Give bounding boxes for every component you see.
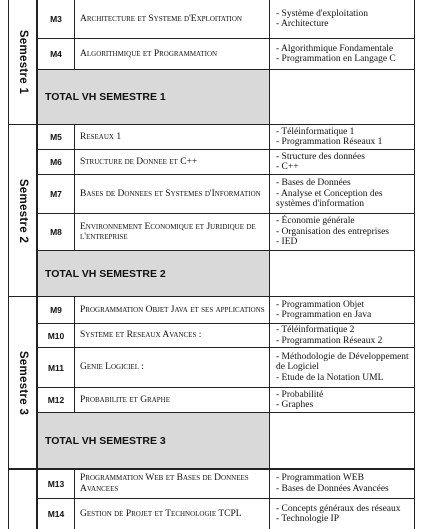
subject-item: - Programmation en Langage C: [276, 54, 396, 64]
semester-3-cell: [8, 297, 37, 469]
subject-item: - Programmation Réseaux 1: [276, 137, 383, 147]
semester-1-cell: [8, 0, 37, 125]
module-code: M3: [37, 0, 75, 38]
module-row-m3: [37, 0, 415, 39]
total-label: TOTAL VH SEMESTRE 3: [37, 413, 270, 468]
subject-item: - Organisation des entreprises: [276, 226, 390, 237]
module-subjects: [270, 39, 415, 69]
subject-item: - Programmation Réseaux 2: [276, 335, 383, 346]
subject-item: - Méthodologie de Développement de Logiciel: [276, 351, 409, 373]
module-code: M14: [37, 499, 75, 529]
module-subjects: [270, 0, 415, 38]
total-value-cell: [270, 70, 415, 124]
subject-item: - Algorithmique Fondamentale: [276, 43, 394, 54]
module-title: Structure de Donnee et C++: [75, 150, 270, 174]
module-subjects: [270, 469, 415, 498]
module-subjects: [270, 388, 415, 412]
subject-item: - Technologie IP: [276, 514, 340, 524]
module-title: Programmation Objet Java et ses applications: [75, 297, 270, 323]
module-row-m13: [37, 469, 415, 499]
module-code: M6: [37, 150, 75, 174]
semester-2-label: Semestre 2: [16, 178, 29, 243]
module-code: M9: [37, 297, 75, 323]
subject-item: - Concepts généraux des réseaux: [276, 503, 401, 514]
subject-item: - Système d'exploitation: [276, 8, 368, 19]
module-row-m9: [37, 297, 415, 324]
subject-item: - Programmation en Java: [276, 310, 372, 320]
subject-item: - Analyse et Conception des systèmes d'information: [276, 188, 383, 210]
module-subjects: [270, 125, 415, 149]
total-value-cell: [270, 251, 415, 296]
subject-item: - Bases de Données Avancées: [276, 483, 389, 494]
subject-item: - Architecture: [276, 19, 329, 29]
module-code: M13: [37, 469, 75, 498]
subject-item: - Économie générale: [276, 216, 355, 227]
module-title: Programmation Web et Bases de Donnees Avancees: [75, 469, 270, 498]
semester-1-total-row: [37, 70, 415, 125]
module-subjects: [270, 499, 415, 529]
module-row-m7: [37, 175, 415, 214]
module-title: Reseaux 1: [75, 125, 270, 149]
module-row-m14: [37, 499, 415, 529]
module-row-m6: [37, 150, 415, 175]
module-title: Gestion de Projet et Technologie TCPL: [75, 499, 270, 529]
module-subjects: [270, 297, 415, 323]
semester-2-cell: [8, 125, 37, 297]
total-label: TOTAL VH SEMESTRE 1: [37, 70, 270, 124]
subject-item: - C++: [276, 162, 299, 172]
module-row-m5: [37, 125, 415, 150]
subject-item: - Graphes: [276, 400, 314, 410]
subject-item: - Programmation Objet: [276, 299, 365, 310]
module-subjects: [270, 324, 415, 347]
module-title: Architecture et Systeme d'Exploitation: [75, 0, 270, 38]
module-row-m11: [37, 348, 415, 388]
module-row-m8: [37, 214, 415, 251]
semester-1-label: Semestre 1: [16, 29, 29, 95]
module-subjects: [270, 348, 415, 387]
semester-4-cell: [8, 469, 37, 529]
module-code: M12: [37, 388, 75, 412]
semester-2-total-row: [37, 251, 415, 297]
module-row-m4: [37, 39, 415, 70]
module-subjects: [270, 214, 415, 250]
total-value-cell: [270, 413, 415, 468]
semester-3-total-row: [37, 413, 415, 469]
module-code: M5: [37, 125, 75, 149]
module-row-m12: [37, 388, 415, 413]
subject-item: - Bases de Données: [276, 178, 351, 189]
module-code: M11: [37, 348, 75, 387]
module-title: Probabilite et Graphe: [75, 388, 270, 412]
module-code: M8: [37, 214, 75, 250]
subject-item: - Programmation WEB: [276, 473, 364, 483]
subject-item: - IED: [276, 237, 298, 248]
module-subjects: [270, 150, 415, 174]
subject-item: - Probabilité: [276, 389, 324, 400]
module-title: Systeme et Reseaux Avances :: [75, 324, 270, 347]
module-code: M10: [37, 324, 75, 347]
module-title: Algorithmique et Programmation: [75, 39, 270, 69]
module-title: Genie Logiciel :: [75, 348, 270, 387]
total-label: TOTAL VH SEMESTRE 2: [37, 251, 270, 296]
semester-3-label: Semestre 3: [16, 350, 29, 415]
subject-item: - Structure des données: [276, 151, 365, 162]
module-code: M7: [37, 175, 75, 213]
module-code: M4: [37, 39, 75, 69]
subject-item: - Etude de la Notation UML: [276, 372, 384, 383]
module-row-m10: [37, 324, 415, 348]
module-title: Bases de Donnees et Systemes d'Information: [75, 175, 270, 213]
subject-item: - Téléinformatique 1: [276, 126, 355, 137]
module-title: Environnement Economique et Juridique de l'entreprise: [75, 214, 270, 250]
subject-item: - Téléinformatique 2: [276, 325, 355, 335]
module-subjects: [270, 175, 415, 213]
